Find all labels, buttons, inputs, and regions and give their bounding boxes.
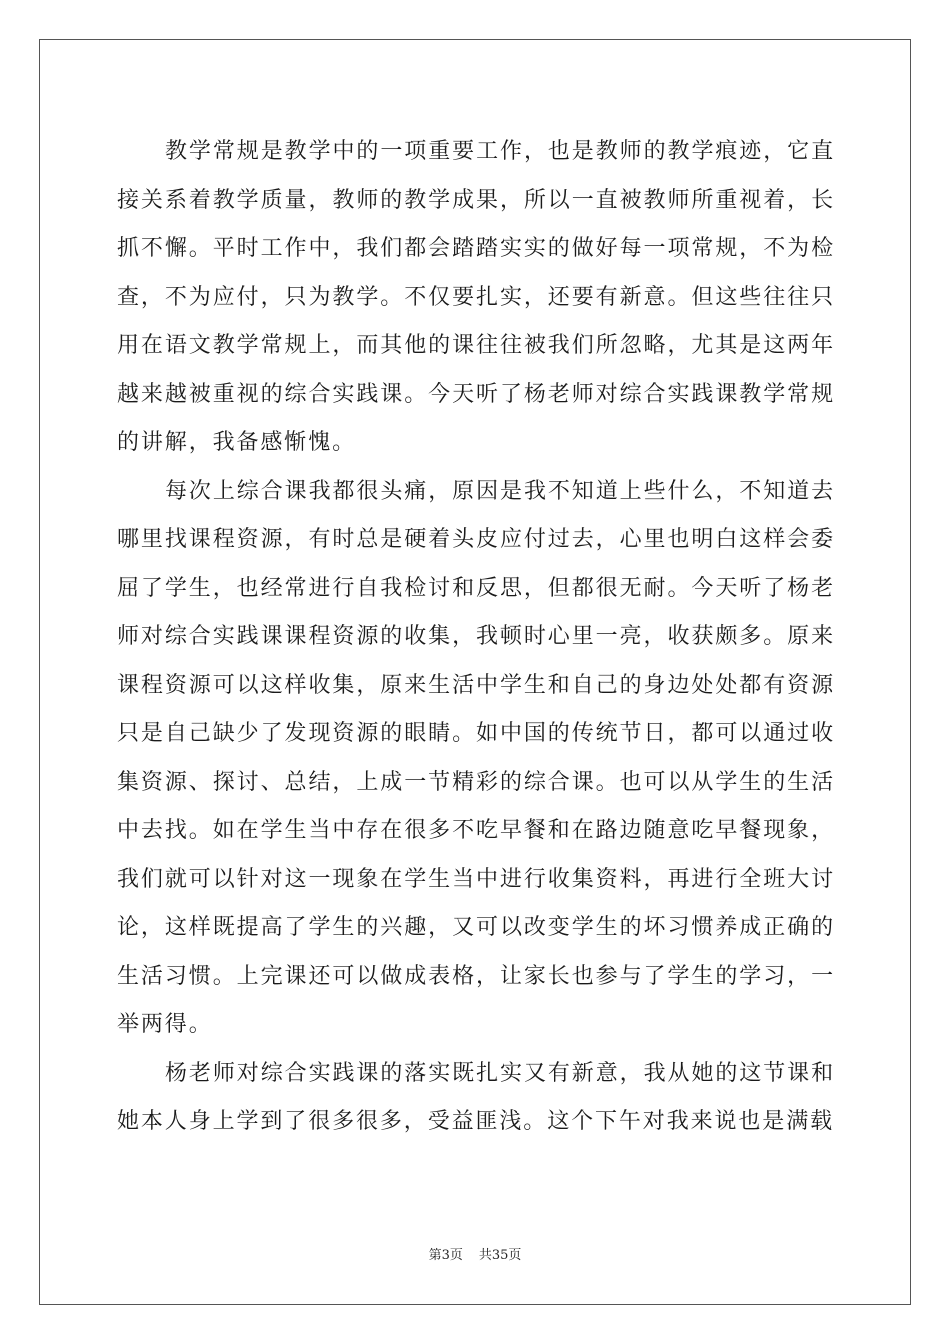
- current-page-number: 第3页: [428, 1248, 463, 1263]
- total-page-count: 共35页: [478, 1248, 522, 1263]
- paragraph: 杨老师对综合实践课的落实既扎实又有新意，我从她的这节课和她本人身上学到了很多很多，受益匪浅。这个下午对我来说也是满载: [117, 1060, 835, 1134]
- document-body: [117, 128, 835, 1147]
- paragraph: 教学常规是教学中的一项重要工作，也是教师的教学痕迹，它直接关系着教学质量，教师的教学成果，所以一直被教师所重视着，长抓不懈。平时工作中，我们都会踏踏实实的做好每一项常规，不为检查，不为应付，只为教学。不仅要扎实，还要有新意。但这些往往只用在语文教学常规上，而其他的课往往被我们所忽略，尤其是这两年越来越被重视的综合实践课。今天听了杨老师对综合实践课教学常规的讲解，我备感惭愧。: [117, 139, 835, 455]
- page-footer: [0, 1244, 950, 1263]
- paragraph: 每次上综合课我都很头痛，原因是我不知道上些什么，不知道去哪里找课程资源，有时总是硬着头皮应付过去，心里也明白这样会委屈了学生，也经常进行自我检讨和反思，但都很无耐。今天听了杨老师对综合实践课课程资源的收集，我顿时心里一亮，收获颇多。原来课程资源可以这样收集，原来生活中学生和自己的身边处处都有资源只是自己缺少了发现资源的眼睛。如中国的传统节日，都可以通过收集资源、探讨、总结，上成一节精彩的综合课。也可以从学生的生活中去找。如在学生当中存在很多不吃早餐和在路边随意吃早餐现象，我们就可以针对这一现象在学生当中进行收集资料，再进行全班大讨论，这样既提高了学生的兴趣，又可以改变学生的坏习惯养成正确的生活习惯。上完课还可以做成表格，让家长也参与了学生的学习，一举两得。: [117, 478, 835, 1037]
